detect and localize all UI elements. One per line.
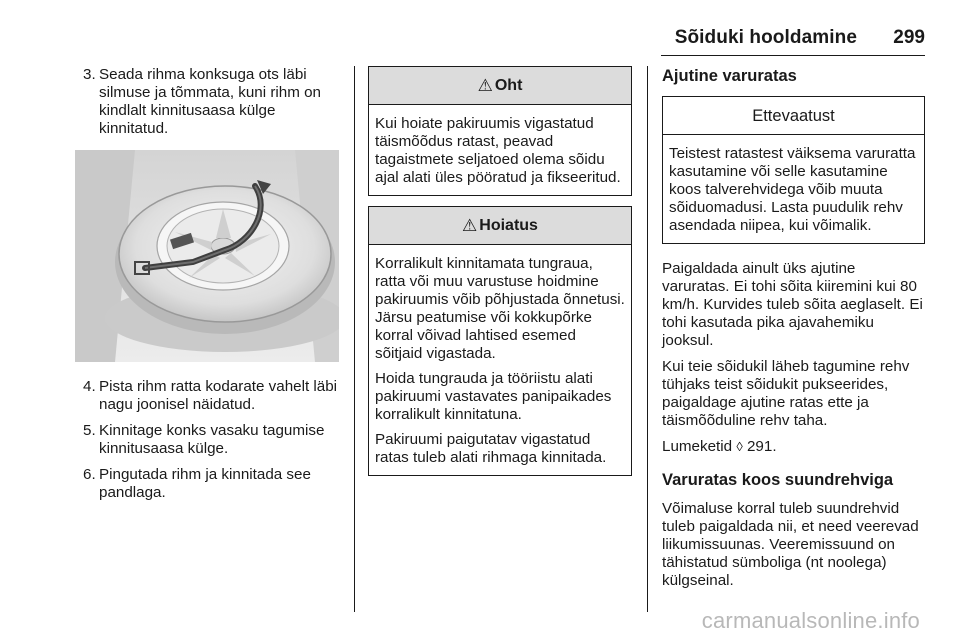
page-header	[0, 0, 960, 60]
danger-text: Kui hoiate pakiruumis vigastatud täismõõdus ratast, peavad tagaistmete seljatoed olema sõidu ajal alati üles pööratud ja fikseeritud.	[375, 115, 621, 186]
warning-header	[369, 207, 631, 245]
step-3	[75, 66, 341, 138]
step-number: 3.	[83, 66, 96, 83]
step-6	[75, 466, 341, 502]
column-divider-left	[354, 66, 355, 612]
step-text: Seada rihma konksuga ots läbi silmuse ja tõmmata, kuni rihm on kindlalt kinnitusaasa külge kinnitatud.	[99, 66, 321, 137]
column-left	[75, 66, 341, 510]
section-heading-temporary-spare: Ajutine varuratas	[662, 67, 797, 85]
page-number: 299	[893, 27, 925, 48]
warning-triangle-icon: ⚠	[462, 215, 478, 235]
paragraph-2: Kui teie sõidukil läheb tagumine rehv tühjaks teist sõidukit pukseerides, paigaldage ajutine ratas ette ja täismõõduline rehv taha.	[662, 358, 910, 429]
header-title: Sõiduki hooldamine	[674, 27, 857, 48]
danger-header	[369, 67, 631, 105]
column-divider-right	[647, 66, 648, 612]
step-text: Pingutada rihm ja kinnitada see pandlaga.	[99, 466, 311, 501]
step-number: 5.	[83, 422, 96, 439]
warning-paragraph-3: Pakiruumi paigutatav vigastatud ratas tuleb alati rihmaga kinnitada.	[375, 431, 607, 466]
step-4	[75, 378, 341, 414]
step-text: Pista rihm ratta kodarate vahelt läbi nagu joonisel näidatud.	[99, 378, 338, 413]
snow-chains-label: Lumeketid	[662, 438, 733, 455]
page-reference-icon: ◊	[736, 439, 743, 454]
paragraph-1: Paigaldada ainult üks ajutine varuratas. Ei tohi sõita kiiremini kui 80 km/h. Kurvides tuleb sõita aeglaselt. Ei tohi kasutada pika ajavahemiku jooksul.	[662, 260, 923, 349]
step-number: 4.	[83, 378, 96, 395]
danger-body	[369, 105, 631, 195]
warning-triangle-icon: ⚠	[477, 75, 493, 95]
paragraph-4: Võimaluse korral tuleb suundrehvid tuleb paigaldada nii, et need veerevad liikumissuunas. Veeremissuund on tähistatud sümboliga (nt noolega) külgseinal.	[662, 500, 919, 589]
header-rule	[661, 55, 925, 56]
step-5	[75, 422, 341, 458]
warning-title: Hoiatus	[479, 216, 538, 234]
column-middle	[368, 66, 632, 486]
warning-body	[369, 245, 631, 475]
caution-body	[663, 135, 924, 243]
caution-box	[662, 96, 925, 244]
section-heading-directional-tyre: Varuratas koos suundrehviga	[662, 471, 894, 489]
page-reference-link[interactable]: 291.	[746, 438, 777, 455]
danger-title: Oht	[494, 76, 523, 94]
caution-text: Teistest ratastest väiksema varuratta kasutamine või selle kasutamine koos talverehvidega võib muuta sõiduomadusi. Lasta puudulik rehv asendada niipea, kui võimalik.	[669, 145, 916, 234]
spare-wheel-illustration	[75, 150, 339, 362]
step-number: 6.	[83, 466, 96, 483]
caution-header: Ettevaatust	[663, 97, 924, 135]
warning-paragraph-1: Korralikult kinnitamata tungraua, ratta või muu varustuse hoidmine pakiruumis võib põhjustada õnnetusi. Järsu peatumise või kokkupõrke korral võivad lahtised esemed sõitjaid vigastada.	[375, 255, 625, 362]
danger-box	[368, 66, 632, 196]
watermark: carmanualsonline.info	[701, 608, 920, 633]
warning-box	[368, 206, 632, 476]
step-text: Kinnitage konks vasaku tagumise kinnitusaasa külge.	[99, 422, 325, 457]
warning-paragraph-2: Hoida tungrauda ja tööriistu alati pakiruumi vastavates panipaikades korralikult kinnitatuna.	[375, 370, 612, 423]
paragraph-3	[662, 438, 925, 456]
column-right	[662, 66, 925, 598]
